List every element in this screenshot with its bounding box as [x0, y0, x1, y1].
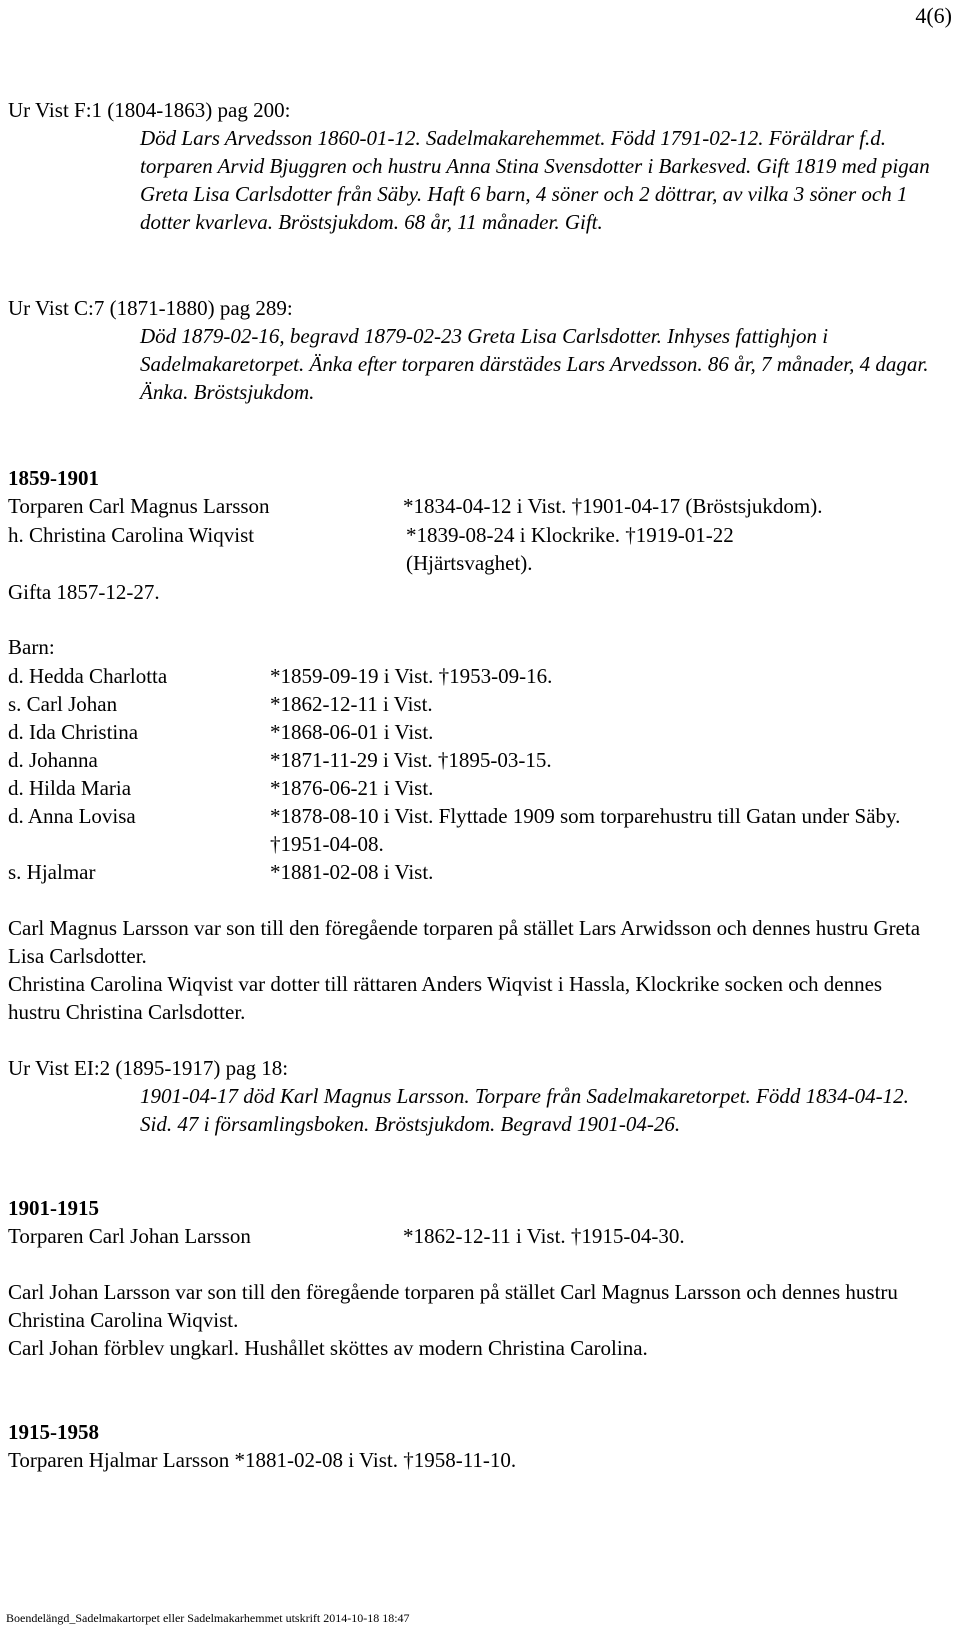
married-date: Gifta 1857-12-27. — [8, 580, 160, 604]
child-info: *1881-02-08 i Vist. — [270, 860, 434, 884]
period2-name: Torparen Carl Johan Larsson — [8, 1224, 251, 1248]
child-name: d. Hedda Charlotta — [8, 664, 168, 688]
child-info: *1871-11-29 i Vist. †1895-03-15. — [270, 748, 552, 772]
child-name: d. Hilda Maria — [8, 776, 132, 800]
child-info: *1862-12-11 i Vist. — [270, 692, 433, 716]
section1-source: Ur Vist F:1 (1804-1863) pag 200: — [8, 98, 291, 122]
period1-heading: 1859-1901 — [8, 466, 99, 490]
period3-heading: 1915-1958 — [8, 1420, 99, 1444]
wife-dates-line2: (Hjärtsvaghet). — [406, 551, 533, 575]
period2-note2: Carl Johan förblev ungkarl. Hushållet sköttes av modern Christina Carolina. — [8, 1336, 648, 1360]
period2-heading: 1901-1915 — [8, 1196, 99, 1220]
period1-note-husband: Carl Magnus Larsson var son till den föregående torparen på stället Lars Arwidsson och dennes hustru Greta Lisa Carlsdotter. — [8, 916, 921, 968]
period1-source-text: 1901-04-17 död Karl Magnus Larsson. Torpare från Sadelmakaretorpet. Född 1834-04-12. Sid. 47 i församlingsboken. Bröstsjukdom. Begravd 1901-04-26. — [140, 1084, 909, 1136]
section2-source: Ur Vist C:7 (1871-1880) pag 289: — [8, 296, 293, 320]
child-info: *1876-06-21 i Vist. — [270, 776, 434, 800]
child-name: s. Carl Johan — [8, 692, 118, 716]
wife-name: h. Christina Carolina Wiqvist — [8, 523, 255, 547]
husband-dates: *1834-04-12 i Vist. †1901-04-17 (Bröstsjukdom). — [403, 494, 823, 518]
period2-dates: *1862-12-11 i Vist. †1915-04-30. — [403, 1224, 685, 1248]
child-name: d. Anna Lovisa — [8, 804, 136, 828]
period3-line: Torparen Hjalmar Larsson *1881-02-08 i Vist. †1958-11-10. — [8, 1448, 517, 1472]
husband-name: Torparen Carl Magnus Larsson — [8, 494, 270, 518]
page-number: 4(6) — [915, 3, 952, 28]
child-info: *1859-09-19 i Vist. †1953-09-16. — [270, 664, 553, 688]
footer: Boendelängd_Sadelmakartorpet eller Sadelmakarhemmet utskrift 2014-10-18 18:47 — [6, 1611, 410, 1625]
section1-text: Död Lars Arvedsson 1860-01-12. Sadelmakarehemmet. Född 1791-02-12. Föräldrar f.d. torparen Arvid Bjuggren och hustru Anna Stina Svensdotter i Barkesved. Gift 1819 med pigan Greta Lisa Carlsdotter från Säby. Haft 6 barn, 4 söner och 2 döttrar, av vilka 3 söner och 1 dotter kvarleva. Bröstsjukdom. 68 år, 11 månader. Gift. — [140, 126, 930, 234]
period1-source: Ur Vist EI:2 (1895-1917) pag 18: — [8, 1056, 289, 1080]
child-name: d. Johanna — [8, 748, 98, 772]
period2-note1: Carl Johan Larsson var son till den föregående torparen på stället Carl Magnus Larsson och dennes hustru Christina Carolina Wiqvist. — [8, 1280, 898, 1332]
children-label: Barn: — [8, 635, 55, 659]
child-name: s. Hjalmar — [8, 860, 96, 884]
child-info: *1868-06-01 i Vist. — [270, 720, 434, 744]
wife-dates-line1: *1839-08-24 i Klockrike. †1919-01-22 — [406, 523, 734, 547]
child-info: *1878-08-10 i Vist. Flyttade 1909 som torparehustru till Gatan under Säby. †1951-04-08. — [270, 804, 901, 856]
period1-note-wife: Christina Carolina Wiqvist var dotter till rättaren Anders Wiqvist i Hassla, Klockrike socken och dennes hustru Christina Carlsdotter. — [8, 972, 883, 1024]
child-name: d. Ida Christina — [8, 720, 139, 744]
section2-text: Död 1879-02-16, begravd 1879-02-23 Greta Lisa Carlsdotter. Inhyses fattighjon i Sadelmakaretorpet. Änka efter torparen därstädes Lars Arvedsson. 86 år, 7 månader, 4 dagar. Änka. Bröstsjukdom. — [140, 324, 929, 404]
